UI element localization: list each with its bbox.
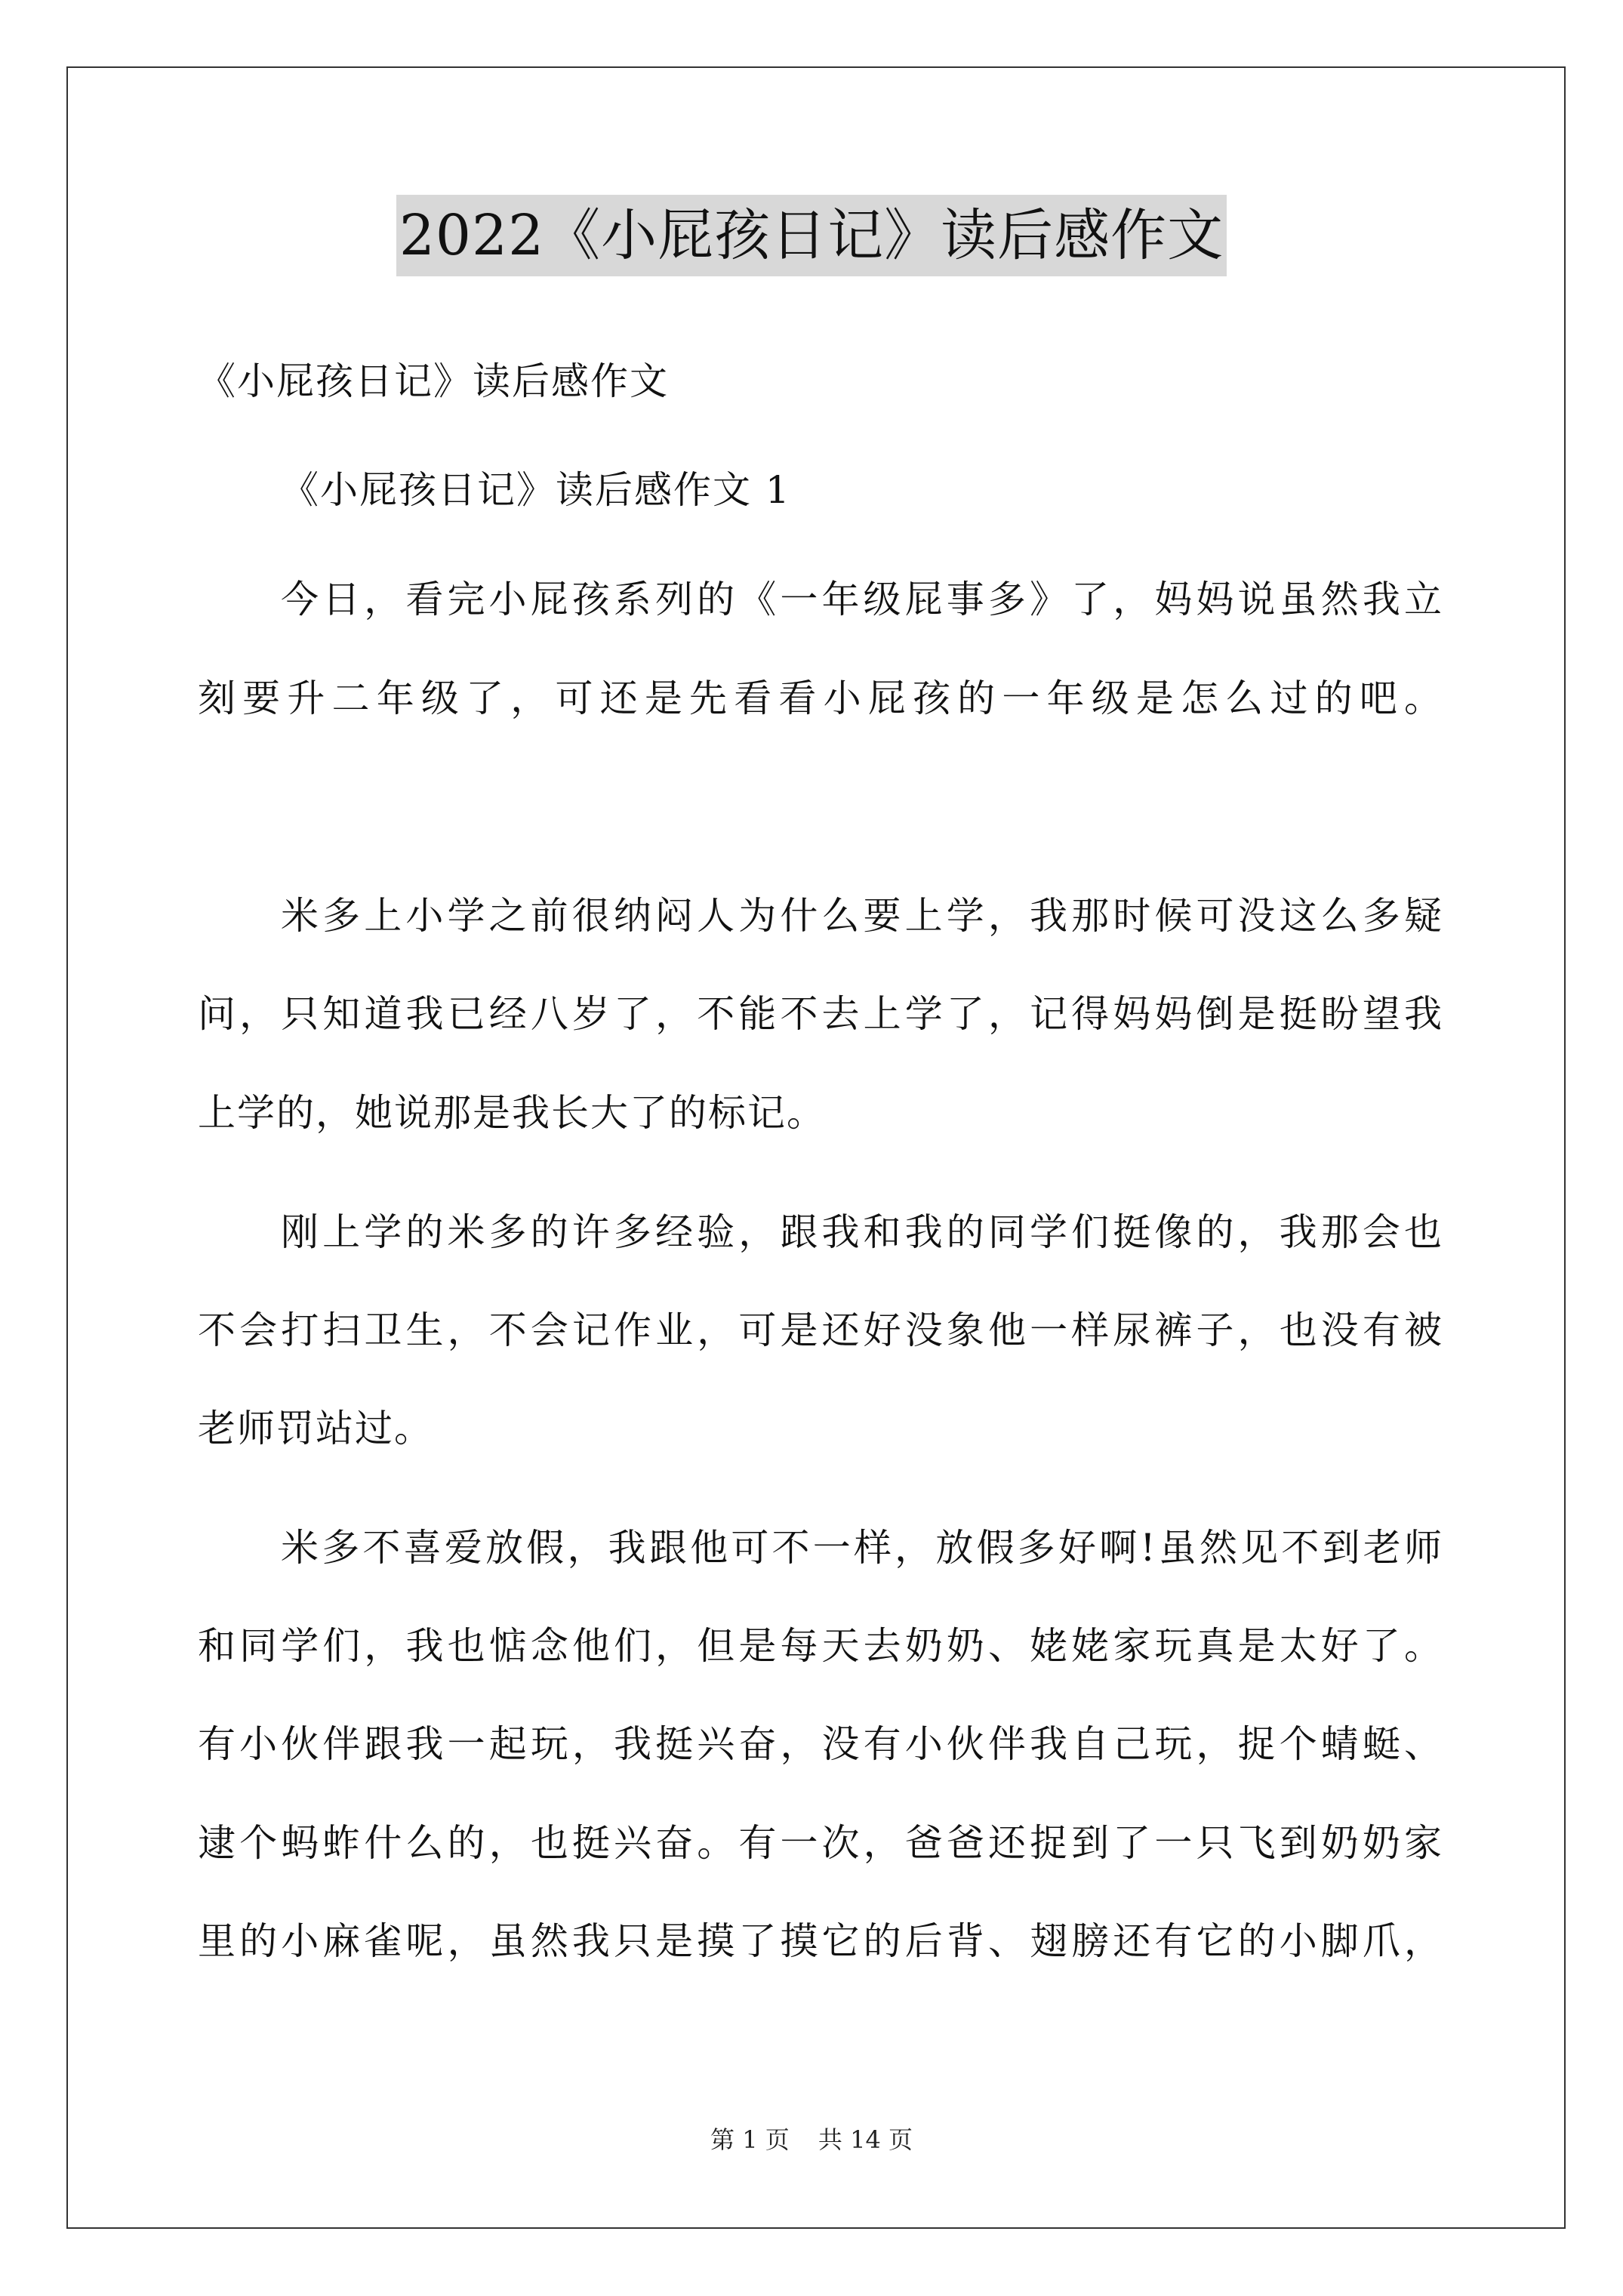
paragraph-line: 刚上学的米多的许多经验，跟我和我的同学们挺像的，我那会也 [281,1210,1443,1254]
section-heading: 《小屁孩日记》读后感作文 1 [281,468,791,512]
paragraph-line: 逮个蚂蚱什么的，也挺兴奋。有一次，爸爸还捉到了一只飞到奶奶家 [198,1821,1443,1865]
paragraph-line: 不会打扫卫生，不会记作业，可是还好没象他一样尿裤子，也没有被 [198,1308,1443,1352]
paragraph-line: 和同学们，我也惦念他们，但是每天去奶奶、姥姥家玩真是太好了。 [198,1624,1443,1668]
page-footer [0,2125,1623,2155]
document-subtitle: 《小屁孩日记》读后感作文 [198,359,669,403]
paragraph-line: 上学的，她说那是我长大了的标记。 [198,1091,826,1135]
paragraph-line: 问，只知道我已经八岁了，不能不去上学了，记得妈妈倒是挺盼望我 [198,992,1443,1036]
paragraph-line: 刻要升二年级了，可还是先看看小屁孩的一年级是怎么过的吧。 [198,676,1443,720]
paragraph-line: 里的小麻雀呢，虽然我只是摸了摸它的后背、翅膀还有它的小脚爪， [198,1919,1443,1963]
page-number: 第 1 页 [710,2125,790,2154]
paragraph-line: 米多上小学之前很纳闷人为什么要上学，我那时候可没这么多疑 [281,894,1443,938]
document-title: 2022《小屁孩日记》读后感作文 [396,195,1227,276]
paragraph-line: 米多不喜爱放假，我跟他可不一样，放假多好啊!虽然见不到老师 [281,1526,1443,1570]
total-pages: 共 14 页 [818,2125,913,2154]
paragraph-line: 今日，看完小屁孩系列的《一年级屁事多》了，妈妈说虽然我立 [281,578,1443,621]
title-container [0,195,1623,276]
paragraph-line: 有小伙伴跟我一起玩，我挺兴奋，没有小伙伴我自己玩，捉个蜻蜓、 [198,1722,1443,1766]
paragraph-line: 老师罚站过。 [198,1407,433,1450]
